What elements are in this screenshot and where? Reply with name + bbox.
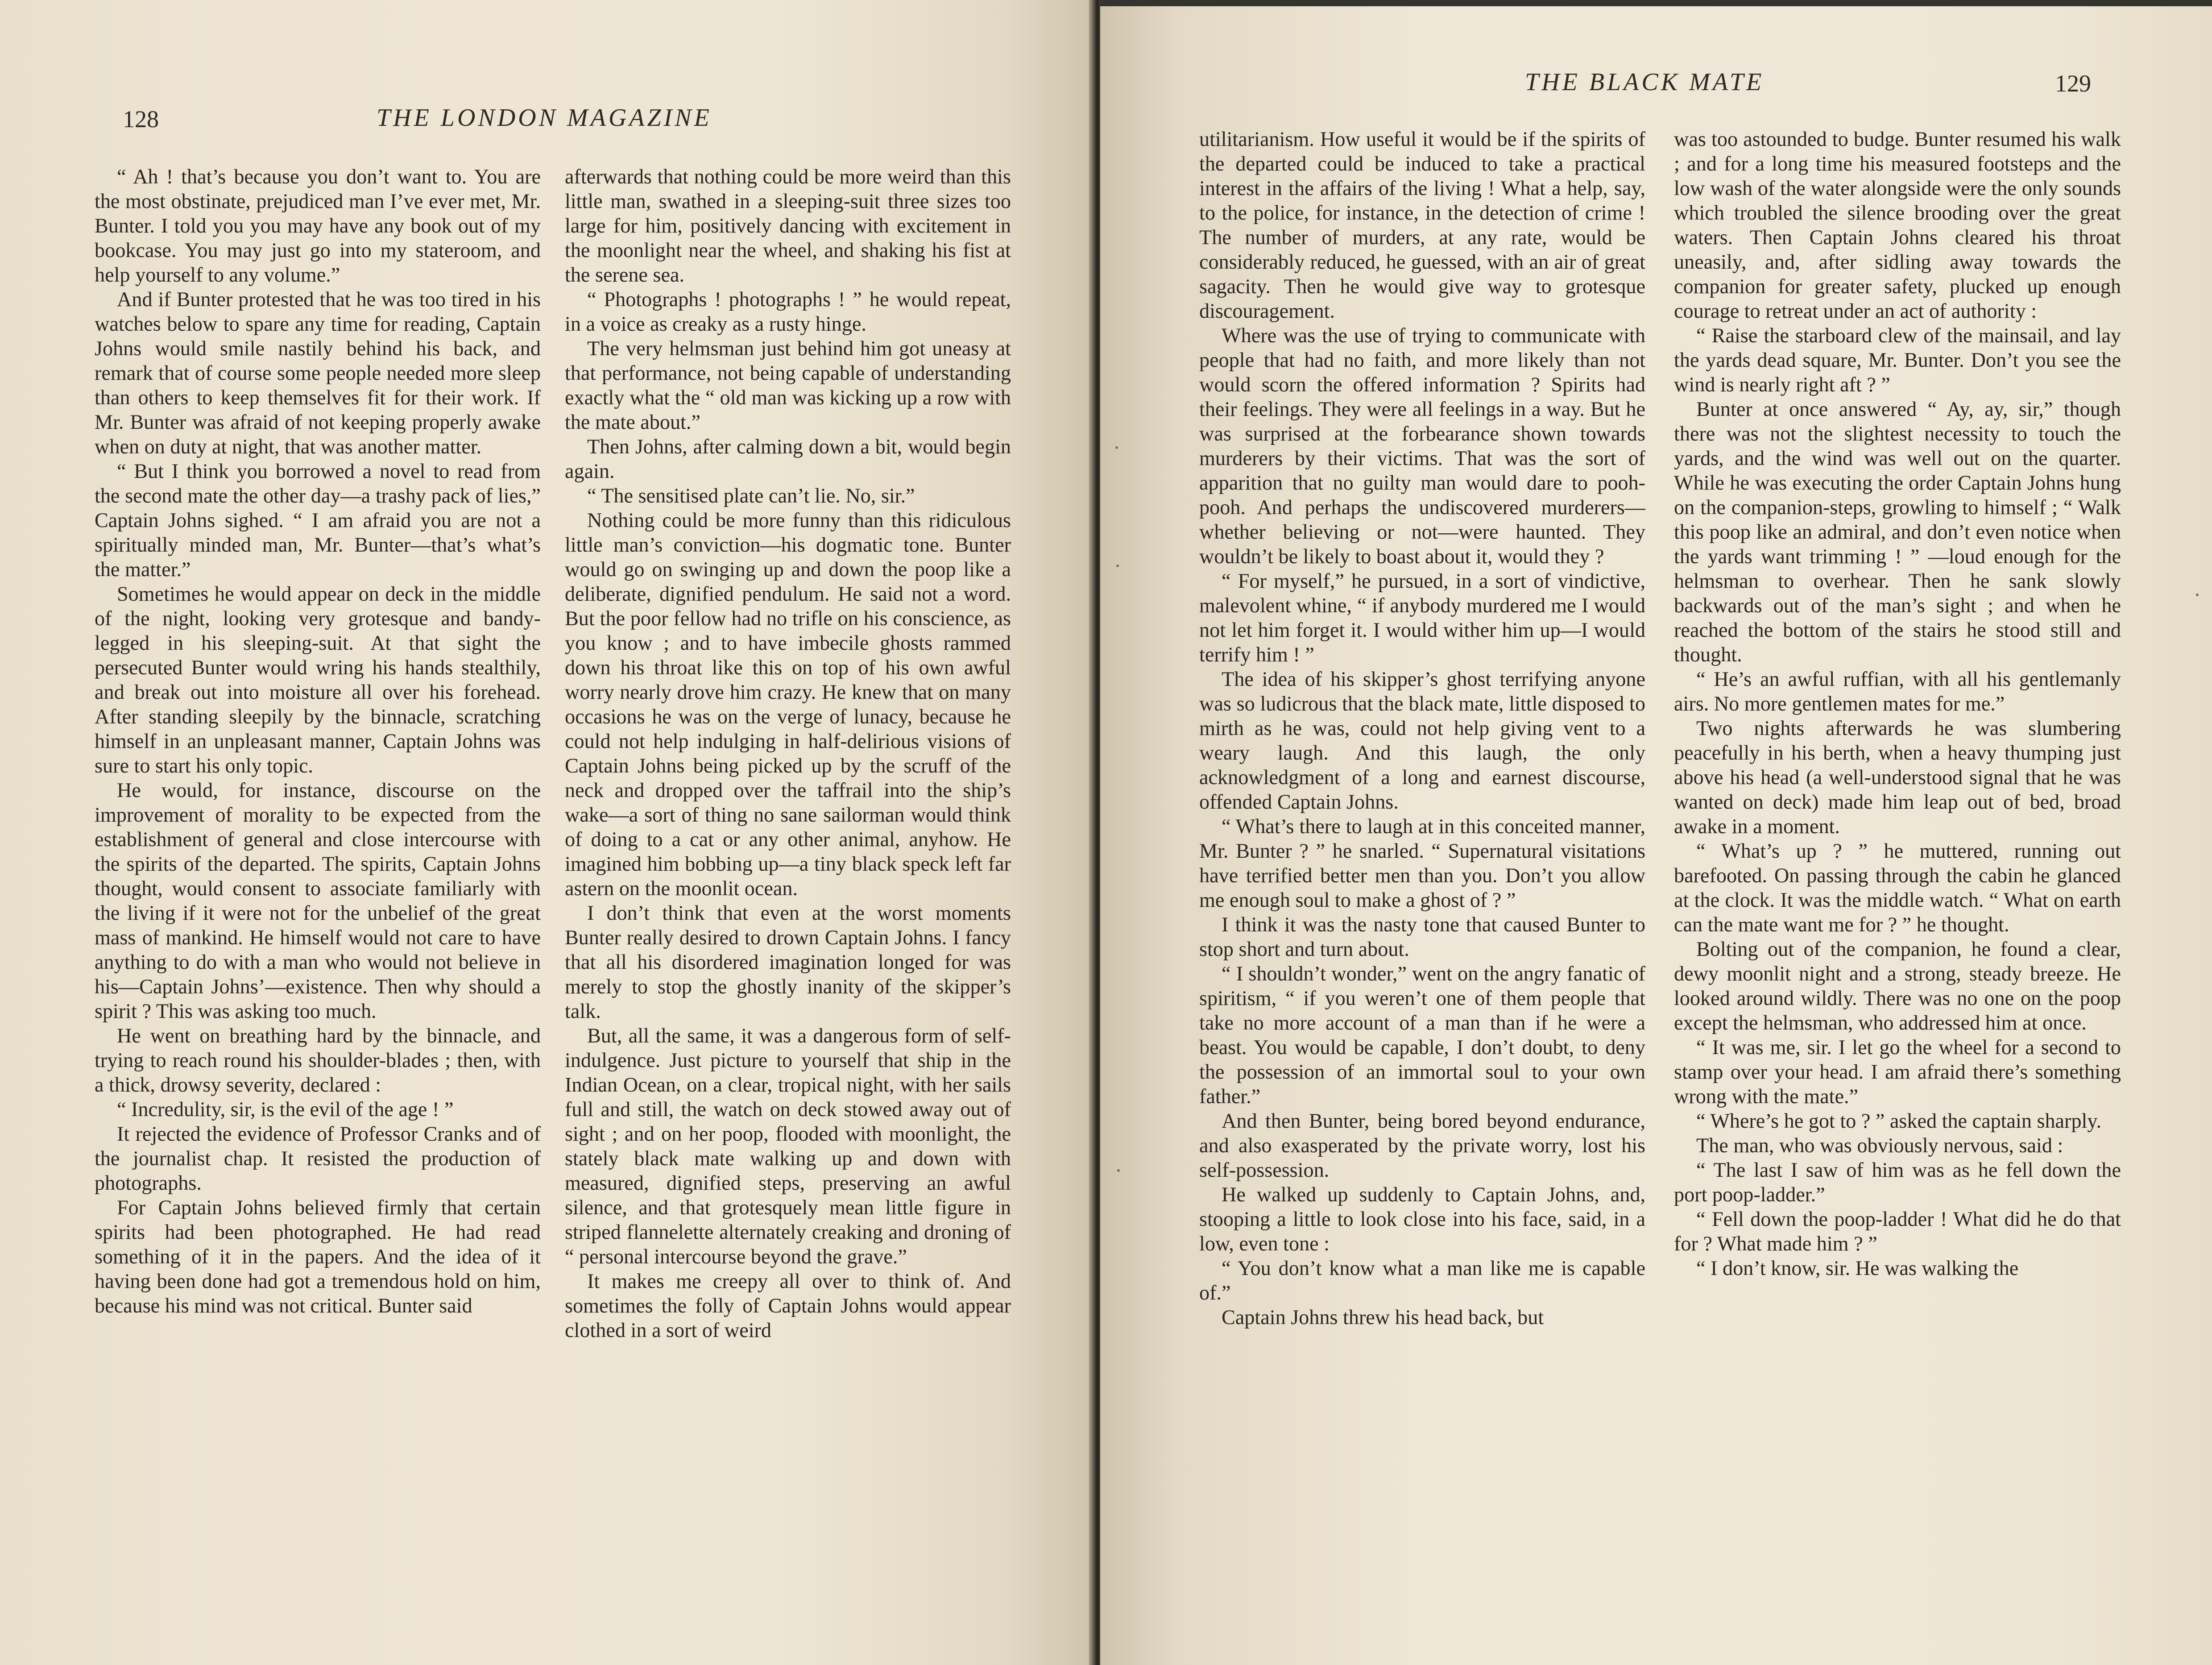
- page-number: 128: [123, 106, 159, 133]
- paper-speck: [1117, 1169, 1120, 1172]
- paragraph: Where was the use of trying to communicate with people that had no faith, and more likely than not would scorn the offered information ? Spirits had their feelings. They were all feelings in a way. But he was surprised at the forbearance shown towards murderers by their victims. That was the sort of apparition that no guilty man would dare to pooh-pooh. And perhaps the undiscovered murderers—whether believing or not—were haunted. They wouldn’t be likely to boast about it, would they ?: [1199, 324, 1645, 568]
- paragraph: “ Raise the starboard clew of the mainsail, and lay the yards dead square, Mr. Bunter. Don’t you see the wind is nearly right aft ? ”: [1674, 324, 2121, 396]
- paragraph: I think it was the nasty tone that caused Bunter to stop short and turn about.: [1199, 913, 1645, 960]
- page-edge-strip: [1100, 0, 2212, 6]
- paragraph: “ You don’t know what a man like me is capable of.”: [1199, 1257, 1645, 1304]
- left-page: [0, 0, 1094, 1665]
- paragraph: Captain Johns threw his head back, but: [1222, 1306, 1544, 1329]
- paper-speck: [2196, 594, 2199, 596]
- text-column: [565, 164, 1011, 1342]
- paragraph: utilitarianism. How useful it would be if the spirits of the departed could be induced to take a practical interest in the affairs of the living ! What a help, say, to the police, for instance, in the detection of crime ! The number of murders, at any rate, would be considerably reduced, he guessed, with an air of great sagacity. Then he would give way to grotesque discouragement.: [1199, 128, 1645, 322]
- paragraph: “ I don’t know, sir. He was walking the: [1696, 1257, 2019, 1279]
- paragraph: “ But I think you borrowed a novel to read from the second mate the other day—a trashy pack of lies,” Captain Johns sighed. “ I am afraid you are not a spiritually minded man, Mr. Bunter—that’s what’s the matter.”: [95, 460, 541, 581]
- paper-speck: [1115, 446, 1118, 449]
- paragraph: “ Where’s he got to ? ” asked the captain sharply.: [1696, 1109, 2102, 1132]
- paragraph: Sometimes he would appear on deck in the middle of the night, looking very grotesque and bandy-legged in his sleeping-suit. At that sight the persecuted Bunter would wring his hands stealthily, and break out into moisture all over his forehead. After standing sleepily by the binnacle, scratching himself in an unpleasant manner, Captain Johns was sure to start his only topic.: [95, 582, 541, 777]
- paragraph: “ Ah ! that’s because you don’t want to. You are the most obstinate, prejudiced man I’ve ever met, Mr. Bunter. I told you you may have any book out of my bookcase. You may just go into my stateroom, and help yourself to any volume.”: [95, 165, 541, 286]
- paragraph: He walked up suddenly to Captain Johns, and, stooping a little to look close into his face, said, in a low, even tone :: [1199, 1183, 1645, 1255]
- paragraph: Two nights afterwards he was slumbering peacefully in his berth, when a heavy thumping just above his head (a well-understood signal that he was wanted on deck) made him leap out of bed, broad awake in a moment.: [1674, 717, 2121, 838]
- paragraph: Bolting out of the companion, he found a clear, dewy moonlit night and a strong, steady breeze. He looked around wildly. There was no one on the poop except the helmsman, who addressed him at once.: [1674, 938, 2121, 1034]
- paragraph: “ The last I saw of him was as he fell down the port poop-ladder.”: [1674, 1158, 2121, 1206]
- paragraph: Then Johns, after calming down a bit, would begin again.: [565, 435, 1011, 482]
- paragraph: The man, who was obviously nervous, said :: [1696, 1134, 2063, 1157]
- paragraph: “ Fell down the poop-ladder ! What did he do that for ? What made him ? ”: [1674, 1208, 2121, 1255]
- paragraph: was too astounded to budge. Bunter resumed his walk ; and for a long time his measured footsteps and the low wash of the water alongside were the only sounds which troubled the silence brooding over the great waters. Then Captain Johns cleared his throat uneasily, and, after sidling away towards the companion for greater safety, plucked up enough courage to retreat under an act of authority :: [1674, 128, 2121, 322]
- paragraph: “ He’s an awful ruffian, with all his gentlemanly airs. No more gentlemen mates for me.”: [1674, 668, 2121, 715]
- paragraph: Bunter at once answered “ Ay, ay, sir,” though there was not the slightest necessity to touch the yards, and the wind was well out on the quarter. While he was executing the order Captain Johns hung on the companion-steps, growling to himself ; “ Walk this poop like an admiral, and don’t even notice when the yards want trimming ! ” —loud enough for the helmsman to overhear. Then he sank slowly backwards out of the man’s sight ; and when he reached the bottom of the stairs he stood still and thought.: [1674, 398, 2121, 666]
- paragraph: He went on breathing hard by the binnacle, and trying to reach round his shoulder-blades ; then, with a thick, drowsy severity, declared :: [95, 1024, 541, 1096]
- paragraph: I don’t think that even at the worst moments Bunter really desired to drown Captain Johns. I fancy that all his disordered imagination longed for was merely to stop the ghostly inanity of the skipper’s talk.: [565, 901, 1011, 1022]
- text-column: [1674, 127, 2121, 1280]
- paragraph: “ For myself,” he pursued, in a sort of vindictive, malevolent whine, “ if anybody murdered me I would not let him forget it. I would wither him up—I would terrify him ! ”: [1199, 569, 1645, 666]
- paragraph: “ What’s there to laugh at in this conceited manner, Mr. Bunter ? ” he snarled. “ Supernatural visitations have terrified better men than you. Don’t you allow me enough soul to make a ghost of ? ”: [1199, 815, 1645, 911]
- paragraph: Nothing could be more funny than this ridiculous little man’s conviction—his dogmatic tone. Bunter would go on swinging up and down the poop like a deliberate, dignified pendulum. He said not a word. But the poor fellow had no trifle on his conscience, as you know ; and to have imbecile ghosts rammed down his throat like this on top of his own awful worry nearly drove him crazy. He knew that on many occasions he was on the verge of lunacy, because he could not help indulging in half-delirious visions of Captain Johns being picked up by the scruff of the neck and dropped over the taffrail into the ship’s wake—a sort of thing no sane sailorman would think of doing to a cat or any other animal, anyhow. He imagined him bobbing up—a tiny black speck left far astern on the moonlit ocean.: [565, 509, 1011, 900]
- paragraph: The very helmsman just behind him got uneasy at that performance, not being capable of understanding exactly what the “ old man was kicking up a row with the mate about.”: [565, 337, 1011, 433]
- running-head: THE BLACK MATE: [1525, 68, 1765, 96]
- paragraph: And if Bunter protested that he was too tired in his watches below to spare any time for reading, Captain Johns would smile nastily behind his back, and remark that of course some people needed more sleep than others to keep themselves fit for their work. If Mr. Bunter was afraid of not keeping properly awake when on duty at night, that was another matter.: [95, 288, 541, 458]
- paragraph: He would, for instance, discourse on the improvement of morality to be expected from the establishment of general and close intercourse with the spirits of the departed. The spirits, Captain Johns thought, would consent to associate familiarly with the living if it were not for the unbelief of the great mass of mankind. He himself would not care to have anything to do with a man who would not believe in his—Captain Johns’—existence. Then why should a spirit ? This was asking too much.: [95, 779, 541, 1022]
- paragraph: “ The sensitised plate can’t lie. No, sir.”: [587, 484, 915, 507]
- paragraph: “ I shouldn’t wonder,” went on the angry fanatic of spiritism, “ if you weren’t one of them people that take no more account of a man than if he were a beast. You would be capable, I don’t doubt, to deny the possession of an immortal soul to your own father.”: [1199, 962, 1645, 1108]
- paragraph: And then Bunter, being bored beyond endurance, and also exasperated by the private worry, lost his self-possession.: [1199, 1109, 1645, 1181]
- paragraph: It makes me creepy all over to think of. And sometimes the folly of Captain Johns would appear clothed in a sort of weird: [565, 1270, 1011, 1341]
- paragraph: It rejected the evidence of Professor Cranks and of the journalist chap. It resisted the production of photographs.: [95, 1122, 541, 1194]
- paragraph: For Captain Johns believed firmly that certain spirits had been photographed. He had read something of it in the papers. And the idea of it having been done had got a tremendous hold on him, because his mind was not critical. Bunter said: [95, 1196, 541, 1317]
- paragraph: “ What’s up ? ” he muttered, running out barefooted. On passing through the cabin he glanced at the clock. It was the middle watch. “ What on earth can the mate want me for ? ” he thought.: [1674, 839, 2121, 936]
- page-number: 129: [2055, 70, 2091, 97]
- paragraph: “ Incredulity, sir, is the evil of the age ! ”: [117, 1098, 454, 1121]
- paragraph: But, all the same, it was a dangerous form of self-indulgence. Just picture to yourself that ship in the Indian Ocean, on a clear, tropical night, with her sails full and still, the watch on deck stowed away out of sight ; and on her poop, flooded with moonlight, the stately black mate walking up and down with measured, dignified steps, preserving an awful silence, and that grotesquely mean little figure in striped flannelette alternately creaking and droning of “ personal intercourse beyond the grave.”: [565, 1024, 1011, 1268]
- text-column: [1199, 127, 1645, 1329]
- running-head: THE LONDON MAGAZINE: [377, 104, 712, 132]
- paragraph: The idea of his skipper’s ghost terrifying anyone was so ludicrous that the black mate, little disposed to mirth as he was, could not help giving vent to a weary laugh. And this laugh, the only acknowledgment of a long and earnest discourse, offended Captain Johns.: [1199, 668, 1645, 813]
- text-column: [95, 164, 541, 1318]
- paper-speck: [1116, 565, 1119, 567]
- paragraph: afterwards that nothing could be more weird than this little man, swathed in a sleeping-suit three sizes too large for him, positively dancing with excitement in the moonlight near the wheel, and shaking his fist at the serene sea.: [565, 165, 1011, 286]
- paragraph: “ It was me, sir. I let go the wheel for a second to stamp over your head. I am afraid there’s something wrong with the mate.”: [1674, 1036, 2121, 1108]
- paragraph: “ Photographs ! photographs ! ” he would repeat, in a voice as creaky as a rusty hinge.: [565, 288, 1011, 335]
